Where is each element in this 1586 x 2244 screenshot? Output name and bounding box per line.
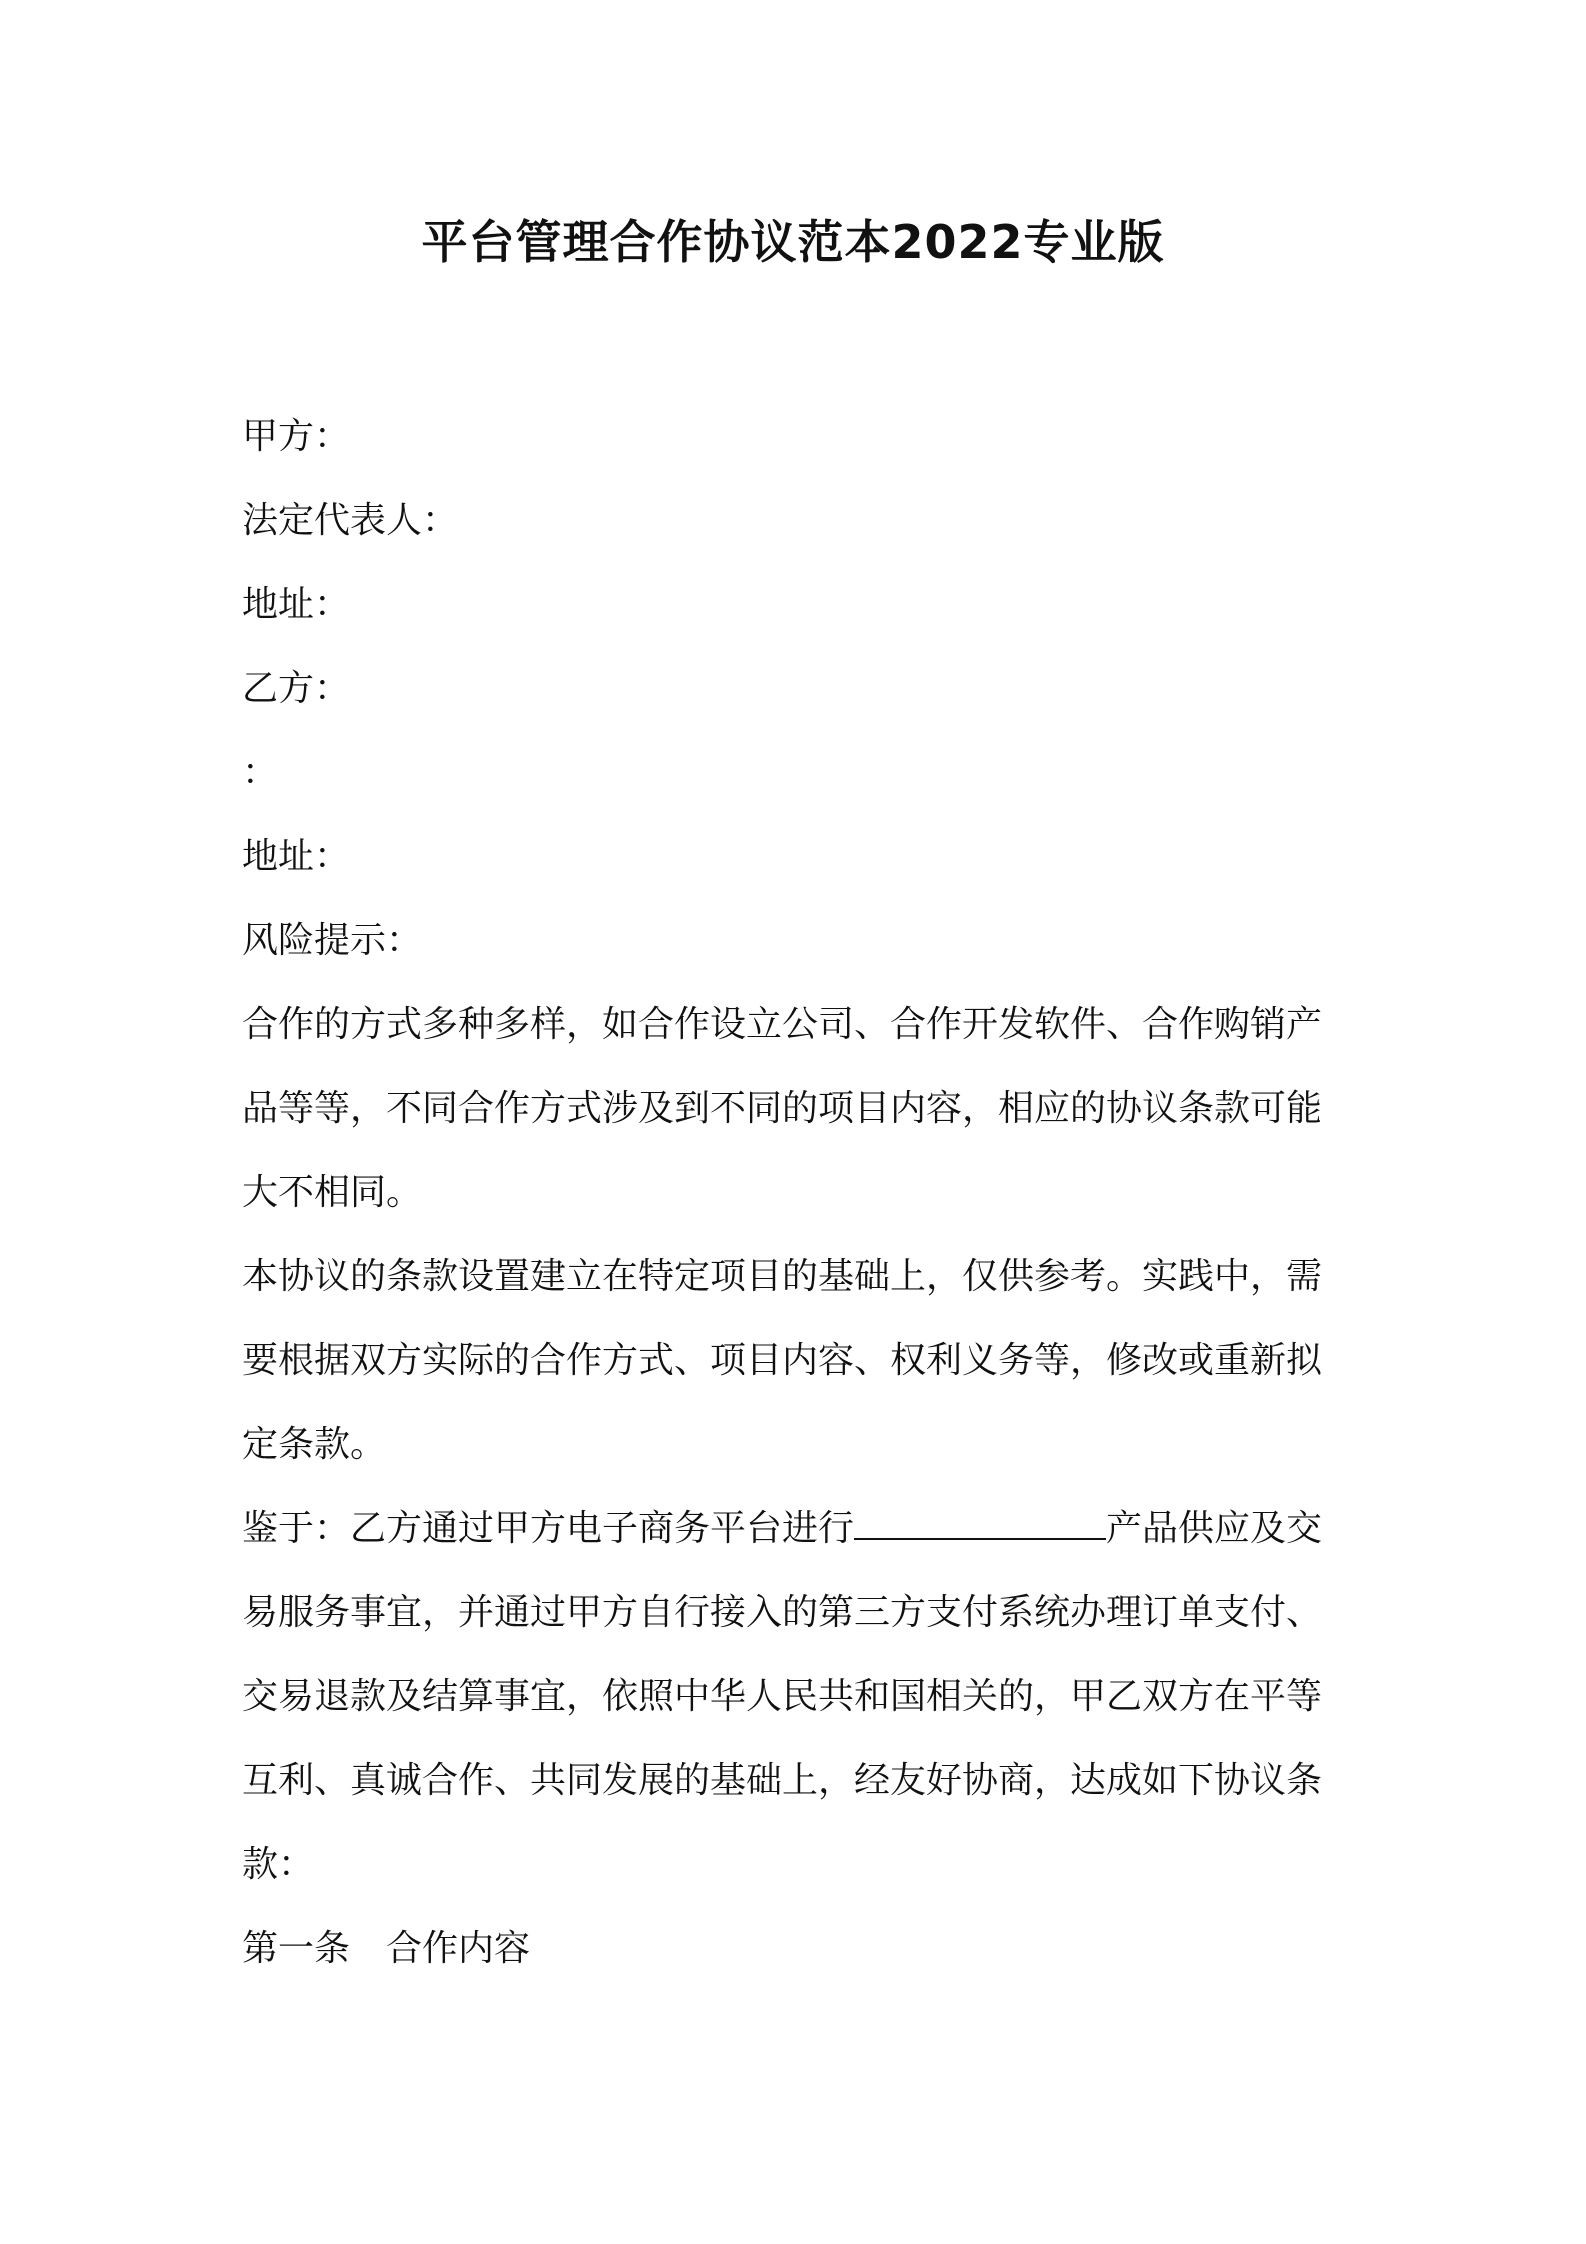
whereas-line-1-start: 鉴于：乙方通过甲方电子商务平台进行 [242,1508,855,1549]
party-b-label: 乙方： [242,668,351,709]
whereas-line-3: 交易退款及结算事宜，依照中华人民共和国相关的，甲乙双方在平等 [242,1676,1323,1717]
address-b-label: 地址： [242,836,351,877]
document-title: 平台管理合作协议范本2022专业版 [421,215,1165,269]
legal-rep-label: 法定代表人： [242,500,459,541]
party-a-label: 甲方： [242,416,351,457]
colon-line: ： [242,752,279,793]
risk-paragraph-1-line-3: 大不相同。 [242,1172,423,1213]
risk-paragraph-2-line-1: 本协议的条款设置建立在特定项目的基础上，仅供参考。实践中，需 [242,1256,1323,1297]
whereas-line-2: 易服务事宜，并通过甲方自行接入的第三方支付系统办理订单支付、 [242,1592,1323,1633]
product-blank-field[interactable] [854,1504,1106,1540]
article-1-title: 合作内容 [386,1928,531,1969]
risk-heading: 风险提示： [242,920,423,961]
whereas-line-4: 互利、真诚合作、共同发展的基础上，经友好协商，达成如下协议条 [242,1760,1323,1801]
whereas-line-1 [242,1504,1362,1554]
article-1-heading [242,1924,1362,1974]
risk-paragraph-1-line-1: 合作的方式多种多样，如合作设立公司、合作开发软件、合作购销产 [242,1004,1323,1045]
whereas-line-5: 款： [242,1844,315,1885]
risk-paragraph-2-line-3: 定条款。 [242,1424,387,1465]
whereas-line-1-end: 产品供应及交 [1106,1508,1323,1549]
article-1-number: 第一条 [242,1928,351,1969]
risk-paragraph-1-line-2: 品等等，不同合作方式涉及到不同的项目内容，相应的协议条款可能 [242,1088,1323,1129]
risk-paragraph-2-line-2: 要根据双方实际的合作方式、项目内容、权利义务等，修改或重新拟 [242,1340,1323,1381]
address-a-label: 地址： [242,584,351,625]
